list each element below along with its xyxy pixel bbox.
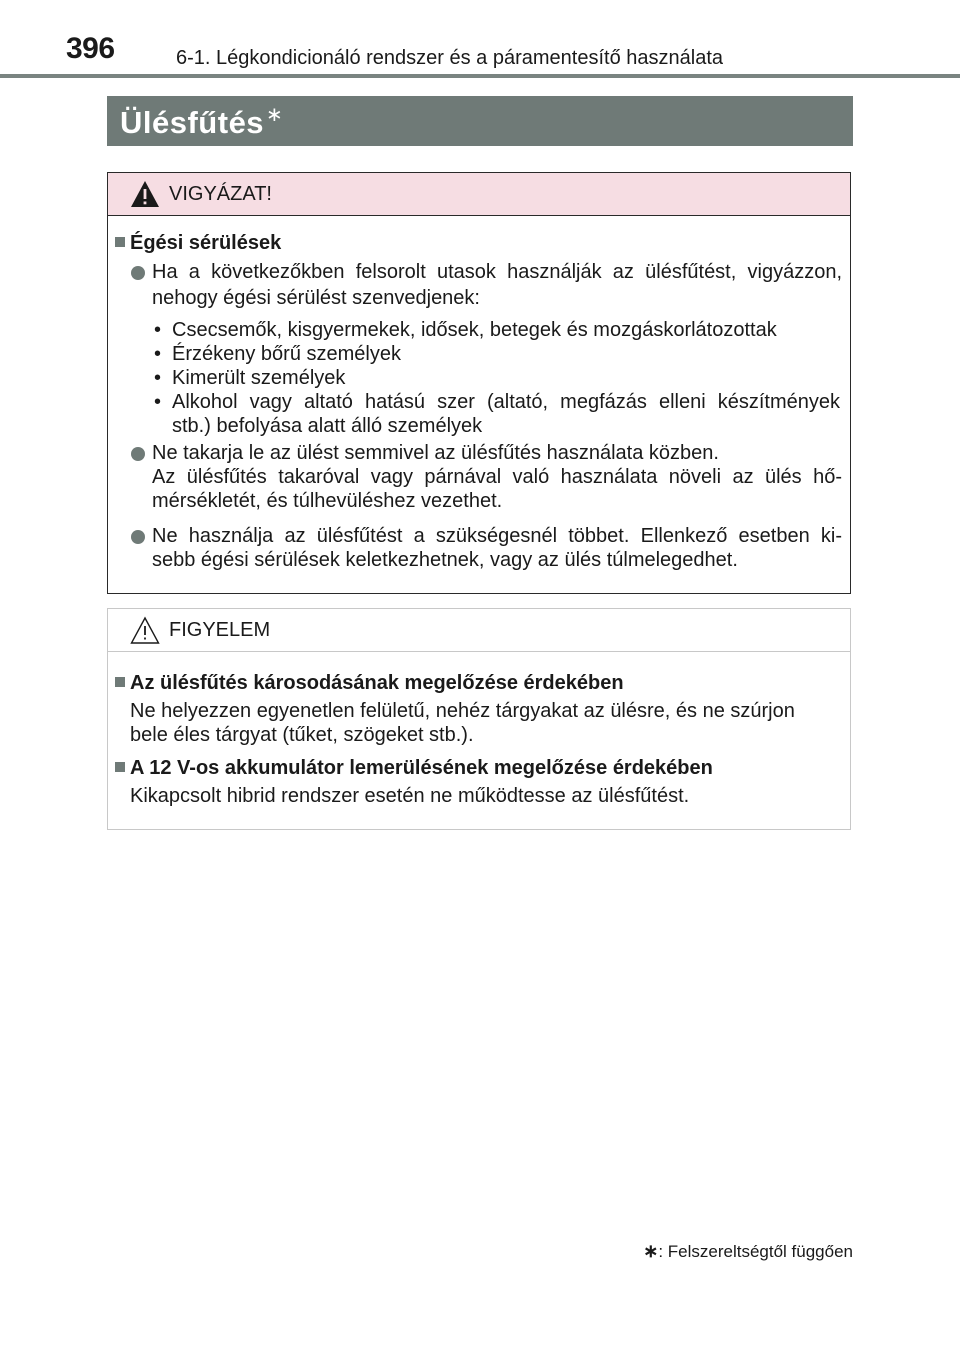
bullet-dot: • <box>154 391 162 413</box>
footnote <box>643 1241 853 1262</box>
header-divider <box>0 74 960 78</box>
page-number: 396 <box>66 32 115 65</box>
notice-section1-line1: Ne helyezzen egyenetlen felületű, nehéz tárgyakat az ülésre, és ne szúrjon <box>130 700 795 722</box>
notice-box <box>107 608 851 830</box>
caution-item1-line2: nehogy égési sérülést szenvedjenek: <box>152 287 480 309</box>
notice-heading: FIGYELEM <box>169 619 271 641</box>
caution-box-header <box>108 173 850 216</box>
item-dot-marker <box>131 447 145 461</box>
caution-heading: VIGYÁZAT! <box>169 183 272 205</box>
page-title-bar <box>107 96 853 146</box>
notice-section2-title: A 12 V-os akkumulátor lemerülésének megelőzése érdekében <box>130 757 713 779</box>
caution-item2-line3: mérsékletét, és túlhevüléshez vezethet. <box>152 490 503 512</box>
caution-item2-line1: Ne takarja le az ülést semmivel az ülésfűtés használata közben. <box>152 442 719 464</box>
caution-item2-line2: Az ülésfűtés takaróval vagy párnával való használata növeli az ülés hő- <box>152 466 842 488</box>
page-title <box>120 102 283 141</box>
page-title-text: Ülésfűtés <box>120 105 265 140</box>
section-square-marker <box>115 762 125 772</box>
caution-item3-line1: Ne használja az ülésfűtést a szükségesnél többet. Ellenkező esetben ki- <box>152 525 842 547</box>
caution-item3-line2: sebb égési sérülések keletkezhetnek, vagy az ülés túlmelegedhet. <box>152 549 738 571</box>
bullet-dot: • <box>154 319 162 341</box>
page-header <box>0 0 960 80</box>
caution-bullet-1: Csecsemők, kisgyermekek, idősek, betegek és mozgáskorlátozottak <box>172 319 777 341</box>
bullet-dot: • <box>154 343 162 365</box>
notice-section2-text: Kikapcsolt hibrid rendszer esetén ne működtesse az ülésfűtést. <box>130 785 690 807</box>
title-footnote-marker: ∗ <box>266 104 284 126</box>
footnote-text: : Felszereltségtől függően <box>658 1242 853 1261</box>
caution-item1-line1: Ha a következőkben felsorolt utasok használják az ülésfűtést, vigyázzon, <box>152 261 842 283</box>
bullet-dot: • <box>154 367 162 389</box>
section-square-marker <box>115 677 125 687</box>
notice-icon <box>130 616 160 644</box>
caution-bullet-2: Érzékeny bőrű személyek <box>172 343 401 365</box>
section-square-marker <box>115 237 125 247</box>
caution-bullet-3: Kimerült személyek <box>172 367 346 389</box>
warning-icon <box>130 180 160 208</box>
caution-bullet-4-cont: stb.) befolyása alatt álló személyek <box>172 415 483 437</box>
caution-box <box>107 172 851 594</box>
notice-section1-title: Az ülésfűtés károsodásának megelőzése érdekében <box>130 672 624 694</box>
caution-section-title: Égési sérülések <box>130 232 282 254</box>
caution-bullet-4: Alkohol vagy altató hatású szer (altató, megfázás elleni készítmények <box>172 391 840 413</box>
notice-section1-line2: bele éles tárgyat (tűket, szögeket stb.). <box>130 724 474 746</box>
notice-box-header <box>108 609 850 652</box>
section-header-title: 6-1. Légkondicionáló rendszer és a páramentesítő használata <box>176 47 724 69</box>
footnote-marker: ∗ <box>643 1241 659 1261</box>
item-dot-marker <box>131 266 145 280</box>
item-dot-marker <box>131 530 145 544</box>
